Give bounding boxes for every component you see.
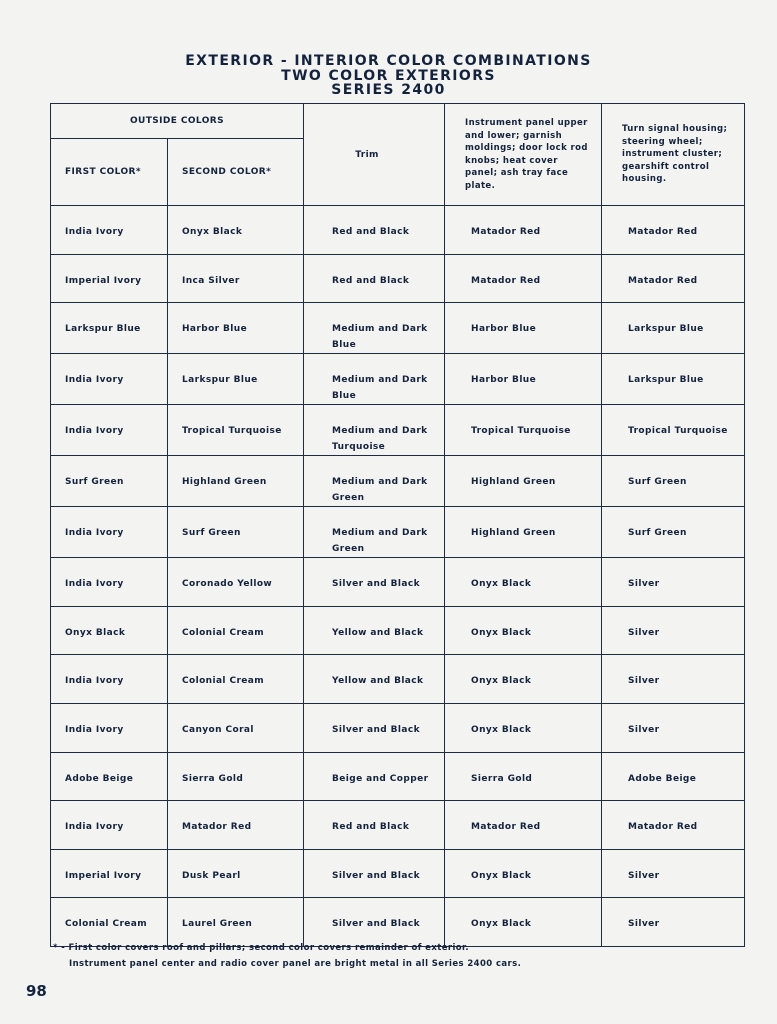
cell-second-color: Coronado Yellow	[168, 558, 304, 607]
cell-turn-signal: Matador Red	[602, 801, 745, 850]
cell-turn-signal: Surf Green	[602, 456, 745, 507]
cell-second-color: Surf Green	[168, 507, 304, 558]
page-title-block	[0, 54, 777, 98]
cell-instrument-panel: Onyx Black	[445, 898, 602, 947]
cell-turn-signal: Larkspur Blue	[602, 354, 745, 405]
cell-turn-signal: Tropical Turquoise	[602, 405, 745, 456]
cell-second-color: Laurel Green	[168, 898, 304, 947]
cell-instrument-panel: Matador Red	[445, 206, 602, 255]
cell-instrument-panel: Onyx Black	[445, 655, 602, 704]
cell-trim: Red and Black	[304, 206, 445, 255]
page-number: 98	[26, 982, 47, 1000]
header-outside-colors: OUTSIDE COLORS	[51, 104, 304, 139]
cell-second-color: Dusk Pearl	[168, 849, 304, 898]
footnote	[53, 940, 521, 972]
cell-first-color: India Ivory	[51, 507, 168, 558]
cell-turn-signal: Silver	[602, 849, 745, 898]
cell-first-color: India Ivory	[51, 405, 168, 456]
cell-instrument-panel: Matador Red	[445, 254, 602, 303]
table-row	[51, 849, 745, 898]
cell-trim: Medium and Dark Blue	[304, 354, 445, 405]
table-row	[51, 254, 745, 303]
cell-first-color: India Ivory	[51, 655, 168, 704]
cell-second-color: Colonial Cream	[168, 655, 304, 704]
cell-instrument-panel: Highland Green	[445, 456, 602, 507]
table-row	[51, 405, 745, 456]
cell-first-color: Onyx Black	[51, 606, 168, 655]
cell-instrument-panel: Highland Green	[445, 507, 602, 558]
cell-trim: Medium and Dark Blue	[304, 303, 445, 354]
cell-instrument-panel: Onyx Black	[445, 606, 602, 655]
cell-second-color: Matador Red	[168, 801, 304, 850]
table-row	[51, 606, 745, 655]
cell-trim: Medium and Dark Green	[304, 507, 445, 558]
cell-turn-signal: Matador Red	[602, 254, 745, 303]
cell-trim: Medium and Dark Turquoise	[304, 405, 445, 456]
footnote-line-1: * - First color covers roof and pillars; second color covers remainder of exterior.	[53, 943, 470, 953]
cell-trim: Silver and Black	[304, 558, 445, 607]
cell-turn-signal: Surf Green	[602, 507, 745, 558]
cell-instrument-panel: Harbor Blue	[445, 303, 602, 354]
table-row	[51, 558, 745, 607]
table-row	[51, 206, 745, 255]
header-turn-signal: Turn signal housing; steering wheel; instrument cluster; gearshift control housing.	[602, 104, 745, 206]
cell-turn-signal: Larkspur Blue	[602, 303, 745, 354]
cell-trim: Silver and Black	[304, 703, 445, 752]
cell-second-color: Onyx Black	[168, 206, 304, 255]
page-title: EXTERIOR - INTERIOR COLOR COMBINATIONS	[185, 53, 592, 69]
table-row	[51, 752, 745, 801]
cell-first-color: India Ivory	[51, 801, 168, 850]
cell-turn-signal: Matador Red	[602, 206, 745, 255]
cell-instrument-panel: Harbor Blue	[445, 354, 602, 405]
cell-turn-signal: Adobe Beige	[602, 752, 745, 801]
cell-trim: Silver and Black	[304, 898, 445, 947]
header-instrument-panel: Instrument panel upper and lower; garnish moldings; door lock rod knobs; heat cover panel; ash tray face plate.	[445, 104, 602, 206]
series-title: SERIES 2400	[331, 82, 446, 98]
cell-second-color: Inca Silver	[168, 254, 304, 303]
cell-first-color: Colonial Cream	[51, 898, 168, 947]
cell-turn-signal: Silver	[602, 703, 745, 752]
page-subtitle: TWO COLOR EXTERIORS	[281, 67, 496, 84]
cell-second-color: Canyon Coral	[168, 703, 304, 752]
cell-trim: Medium and Dark Green	[304, 456, 445, 507]
table-row	[51, 303, 745, 354]
cell-turn-signal: Silver	[602, 558, 745, 607]
cell-instrument-panel: Matador Red	[445, 801, 602, 850]
header-trim: Trim	[304, 104, 445, 206]
cell-trim: Silver and Black	[304, 849, 445, 898]
cell-turn-signal: Silver	[602, 655, 745, 704]
table-row	[51, 456, 745, 507]
cell-second-color: Tropical Turquoise	[168, 405, 304, 456]
cell-trim: Red and Black	[304, 801, 445, 850]
table-row	[51, 801, 745, 850]
cell-first-color: Imperial Ivory	[51, 849, 168, 898]
header-first-color: FIRST COLOR*	[51, 139, 168, 206]
cell-trim: Yellow and Black	[304, 606, 445, 655]
header-second-color: SECOND COLOR*	[168, 139, 304, 206]
cell-first-color: India Ivory	[51, 354, 168, 405]
cell-trim: Yellow and Black	[304, 655, 445, 704]
cell-instrument-panel: Onyx Black	[445, 703, 602, 752]
cell-instrument-panel: Onyx Black	[445, 849, 602, 898]
cell-first-color: Imperial Ivory	[51, 254, 168, 303]
color-combinations-table	[50, 103, 745, 947]
cell-instrument-panel: Sierra Gold	[445, 752, 602, 801]
footnote-line-2: Instrument panel center and radio cover panel are bright metal in all Series 2400 cars.	[69, 959, 522, 969]
table-row	[51, 703, 745, 752]
cell-second-color: Harbor Blue	[168, 303, 304, 354]
cell-turn-signal: Silver	[602, 606, 745, 655]
cell-instrument-panel: Onyx Black	[445, 558, 602, 607]
cell-first-color: India Ivory	[51, 206, 168, 255]
cell-second-color: Highland Green	[168, 456, 304, 507]
cell-instrument-panel: Tropical Turquoise	[445, 405, 602, 456]
cell-turn-signal: Silver	[602, 898, 745, 947]
cell-second-color: Sierra Gold	[168, 752, 304, 801]
cell-first-color: India Ivory	[51, 703, 168, 752]
cell-trim: Beige and Copper	[304, 752, 445, 801]
cell-trim: Red and Black	[304, 254, 445, 303]
table-row	[51, 354, 745, 405]
cell-first-color: Surf Green	[51, 456, 168, 507]
cell-first-color: India Ivory	[51, 558, 168, 607]
table-row	[51, 507, 745, 558]
table-row	[51, 655, 745, 704]
cell-first-color: Adobe Beige	[51, 752, 168, 801]
cell-second-color: Larkspur Blue	[168, 354, 304, 405]
cell-first-color: Larkspur Blue	[51, 303, 168, 354]
cell-second-color: Colonial Cream	[168, 606, 304, 655]
